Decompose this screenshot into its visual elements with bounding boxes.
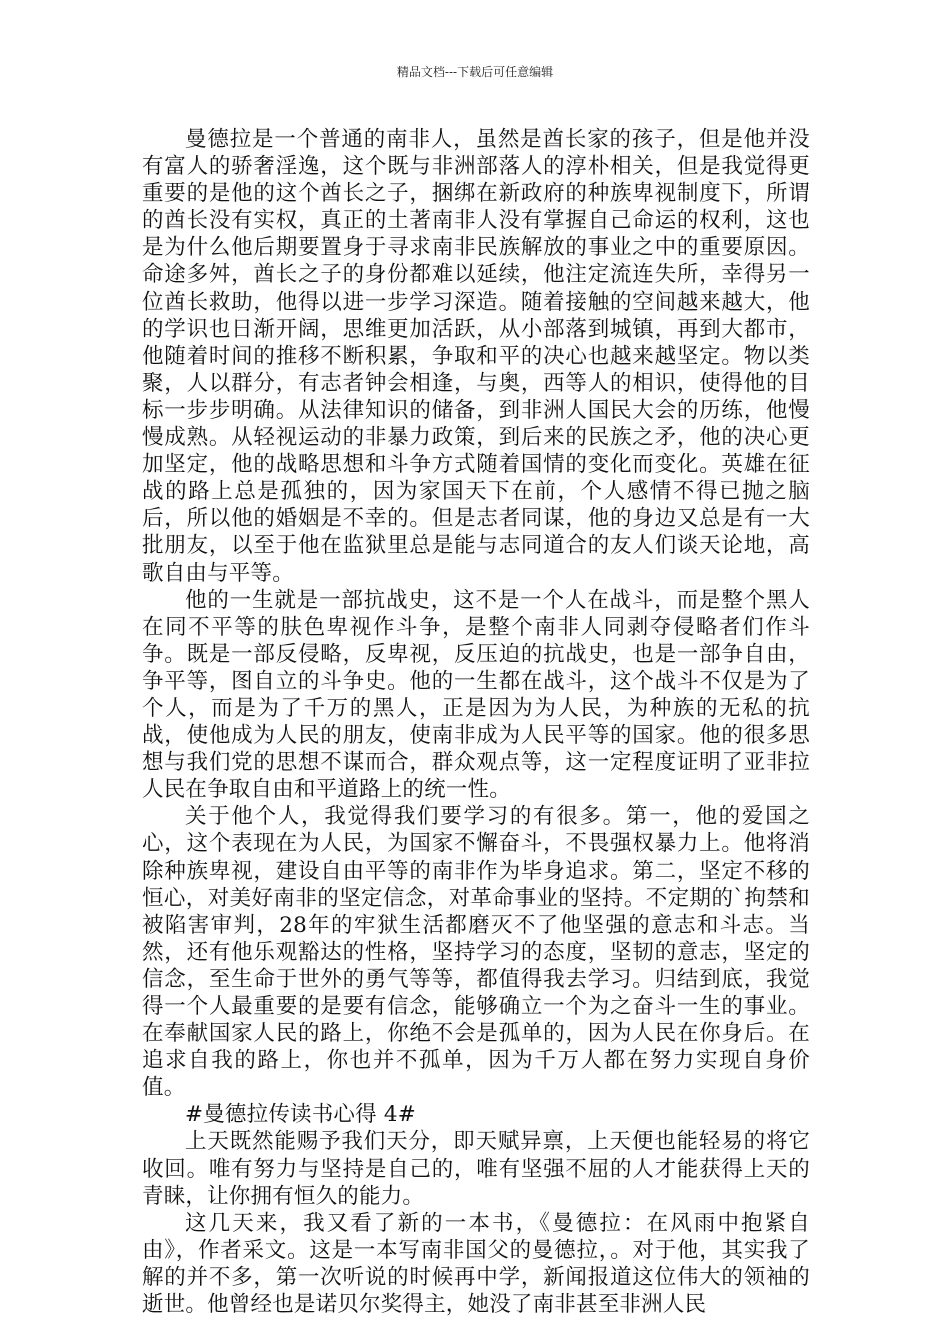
paragraph: 关于他个人，我觉得我们要学习的有很多。第一，他的爱国之心，这个表现在为人民，为国家不懈奋斗，不畏强权暴力上。他将消除种族卑视，建设自由平等的南非作为毕身追求。第二，坚定不移的恒心，对美好南非的坚定信念，对革命事业的坚持。不定期的`拘禁和被陷害审判，28年的牢狱生活都磨灭不了他坚强的意志和斗志。当然，还有他乐观豁达的性格，坚持学习的态度，坚韧的意志，坚定的信念，至生命于世外的勇气等等，都值得我去学习。归结到底，我觉得一个人最重要的是要有信念，能够确立一个为之奋斗一生的事业。在奉献国家人民的路上，你绝不会是孤单的，因为人民在你身后。在追求自我的路上，你也并不孤单，因为千万人都在努力实现自身价值。 [142, 804, 810, 1101]
document-body [142, 126, 810, 1318]
paragraph: 他的一生就是一部抗战史，这不是一个人在战斗，而是整个黑人在同不平等的肤色卑视作斗争，是整个南非人同剥夺侵略者们作斗争。既是一部反侵略，反卑视，反压迫的抗战史，也是一部争自由，争平等，图自立的斗争史。他的一生都在战斗，这个战斗不仅是为了个人，而是为了千万的黑人，正是因为为人民，为种族的无私的抗战，使他成为人民的朋友，使南非成为人民平等的国家。他的很多思想与我们党的思想不谋而合，群众观点等，这一定程度证明了亚非拉人民在争取自由和平道路上的统一性。 [142, 587, 810, 803]
paragraph: 上天既然能赐予我们天分，即天赋异禀，上天便也能轻易的将它收回。唯有努力与坚持是自己的，唯有坚强不屈的人才能获得上天的青睐，让你拥有恒久的能力。 [142, 1129, 810, 1209]
page-header: 精品文档---下载后可任意编辑 [396, 65, 554, 79]
paragraph: 这几天来，我又看了新的一本书，《曼德拉：在风雨中抱紧自由》，作者采文。这是一本写南非国父的曼德拉，。对于他，其实我了解的并不多，第一次听说的时候再中学，新闻报道这位伟大的领袖的逝世。他曾经也是诺贝尔奖得主，她没了南非甚至非洲人民 [142, 1210, 810, 1318]
paragraph: 曼德拉是一个普通的南非人，虽然是酋长家的孩子，但是他并没有富人的骄奢淫逸，这个既与非洲部落人的淳朴相关，但是我觉得更重要的是他的这个酋长之子，捆绑在新政府的种族卑视制度下，所谓的酋长没有实权，真正的土著南非人没有掌握自己命运的权利，这也是为什么他后期要置身于寻求南非民族解放的事业之中的重要原因。命途多舛，酋长之子的身份都难以延续，他注定流连失所，幸得另一位酋长救助，他得以进一步学习深造。随着接触的空间越来越大，他的学识也日渐开阔，思维更加活跃，从小部落到城镇，再到大都市，他随着时间的推移不断积累，争取和平的决心也越来越坚定。物以类聚，人以群分，有志者钟会相逢，与奥，西等人的相识，使得他的目标一步步明确。从法律知识的储备，到非洲人国民大会的历练，他慢慢成熟。从轻视运动的非暴力政策，到后来的民族之矛，他的决心更加坚定，他的战略思想和斗争方式随着国情的变化而变化。英雄在征战的路上总是孤独的，因为家国天下在前，个人感情不得已抛之脑后，所以他的婚姻是不幸的。但是志者同谋，他的身边又总是有一大批朋友，以至于他在监狱里总是能与志同道合的友人们谈天论地，高歌自由与平等。 [142, 127, 810, 586]
section-heading: #曼德拉传读书心得 4# [185, 1102, 416, 1128]
